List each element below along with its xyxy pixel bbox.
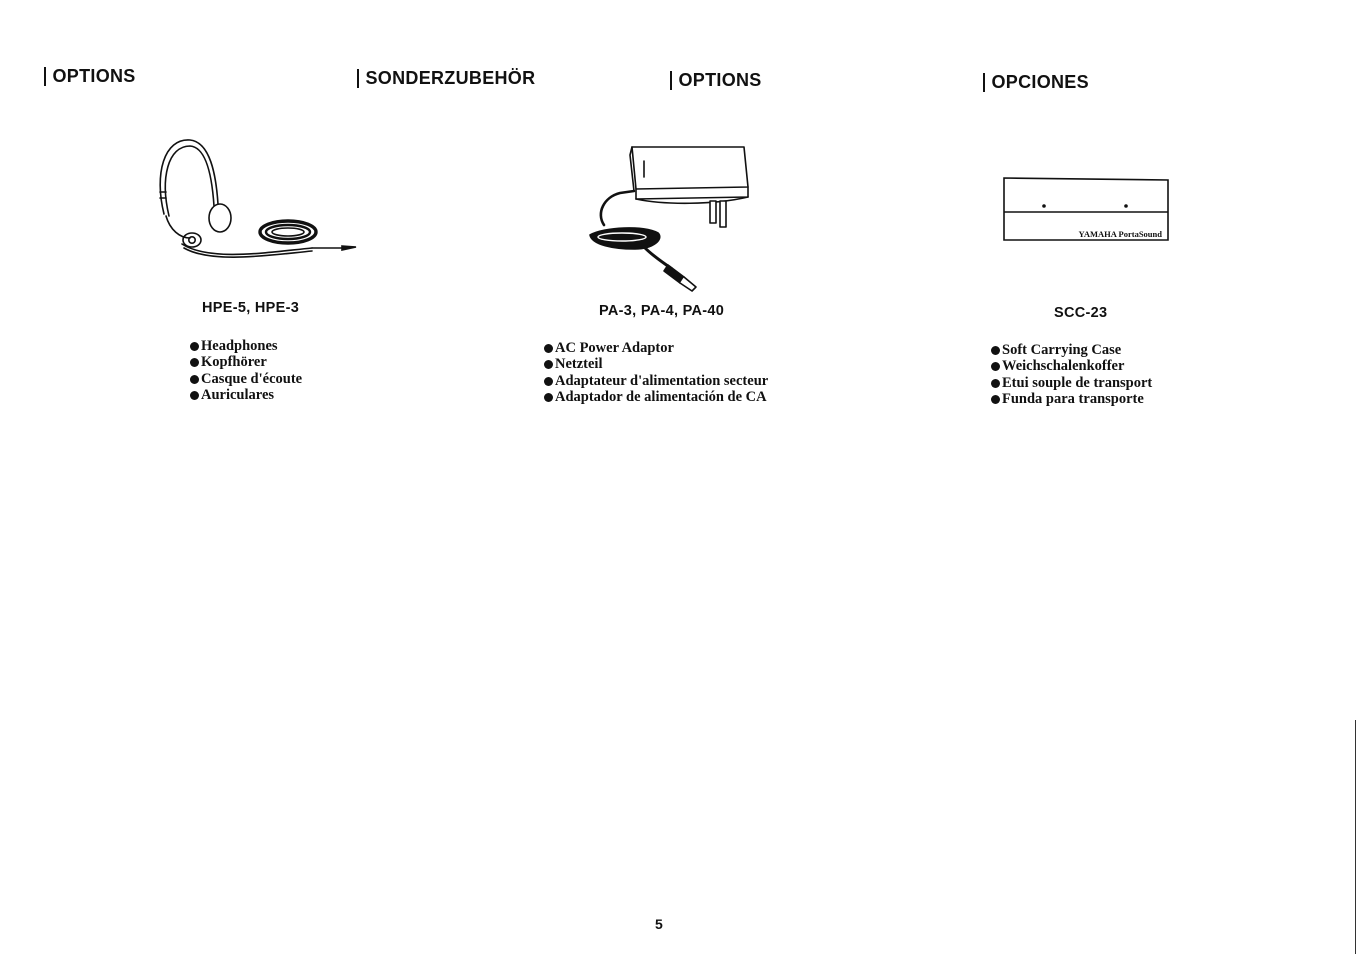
heading-bar-icon (44, 67, 46, 86)
bullet-icon (544, 393, 553, 402)
heading-text: SONDERZUBEHÖR (365, 68, 536, 88)
bullet-icon (991, 395, 1000, 404)
heading-sonderzubehoer-de (357, 68, 535, 89)
headphones-illustration (150, 134, 370, 260)
heading-options-en (44, 66, 136, 87)
case-item-list (991, 342, 1152, 408)
adaptor-item-list (544, 340, 768, 406)
heading-bar-icon (357, 69, 359, 88)
model-label-adaptor: PA-3, PA-4, PA-40 (599, 303, 725, 319)
list-item: Weichschalenkoffer (991, 358, 1152, 374)
heading-text: OPTIONS (678, 70, 762, 90)
list-item: Kopfhörer (190, 354, 302, 370)
list-item: Casque d'écoute (190, 371, 302, 387)
heading-opciones-es (983, 72, 1089, 93)
list-item: Funda para transporte (991, 391, 1152, 407)
list-item: Soft Carrying Case (991, 342, 1152, 358)
heading-bar-icon (983, 73, 985, 92)
power-adaptor-illustration (584, 143, 756, 295)
case-logo-text: YAMAHA PortaSound (1078, 229, 1162, 239)
bullet-icon (991, 379, 1000, 388)
list-item: AC Power Adaptor (544, 340, 768, 356)
model-label-headphones: HPE-5, HPE-3 (202, 300, 300, 316)
model-label-case: SCC-23 (1054, 305, 1108, 321)
scan-edge-divider (1355, 720, 1356, 954)
heading-options-fr (670, 70, 762, 91)
list-item: Adaptador de alimentación de CA (544, 389, 768, 405)
bullet-icon (190, 342, 199, 351)
bullet-icon (991, 346, 1000, 355)
bullet-icon (991, 362, 1000, 371)
bullet-icon (190, 358, 199, 367)
list-item: Auriculares (190, 387, 302, 403)
carrying-case-illustration (1002, 176, 1172, 244)
heading-bar-icon (670, 71, 672, 90)
list-item: Netzteil (544, 356, 768, 372)
bullet-icon (544, 360, 553, 369)
headphones-item-list (190, 338, 302, 404)
list-item: Headphones (190, 338, 302, 354)
page-number: 5 (655, 916, 663, 932)
heading-text: OPCIONES (991, 72, 1089, 92)
bullet-icon (544, 377, 553, 386)
bullet-icon (190, 391, 199, 400)
heading-text: OPTIONS (52, 66, 136, 86)
bullet-icon (544, 344, 553, 353)
bullet-icon (190, 375, 199, 384)
list-item: Adaptateur d'alimentation secteur (544, 373, 768, 389)
list-item: Etui souple de transport (991, 375, 1152, 391)
